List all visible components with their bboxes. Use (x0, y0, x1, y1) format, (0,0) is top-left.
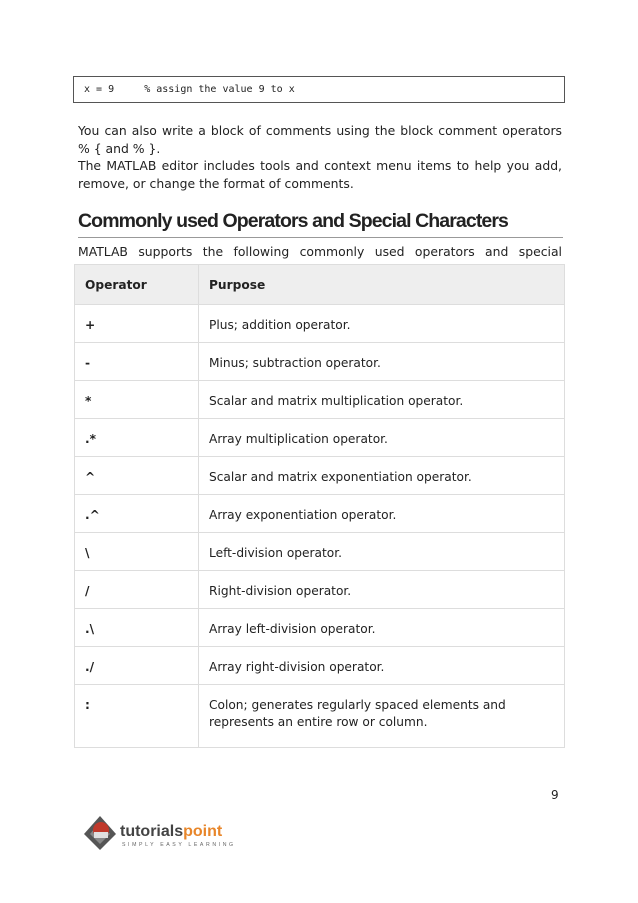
header-purpose: Purpose (199, 265, 565, 305)
table-row (75, 533, 565, 571)
purpose-cell: Plus; addition operator. (199, 305, 565, 343)
purpose-cell: Right-division operator. (199, 571, 565, 609)
purpose-cell: Array right-division operator. (199, 647, 565, 685)
operator-cell: : (75, 685, 199, 748)
table-row (75, 457, 565, 495)
operator-cell: ./ (75, 647, 199, 685)
page-number: 9 (551, 788, 559, 802)
table-row (75, 305, 565, 343)
purpose-cell: Scalar and matrix exponentiation operator. (199, 457, 565, 495)
logo-brand-prefix: tutorials (120, 823, 184, 840)
table-row (75, 647, 565, 685)
table-row (75, 609, 565, 647)
code-example-box (73, 76, 565, 103)
header-operator: Operator (75, 265, 199, 305)
operator-cell: .* (75, 419, 199, 457)
table-row (75, 571, 565, 609)
table-row (75, 495, 565, 533)
purpose-cell: Array multiplication operator. (199, 419, 565, 457)
paragraph-editor-tools: The MATLAB editor includes tools and context menu items to help you add, remove, or change the format of comments. (78, 158, 562, 191)
table-row (75, 685, 565, 748)
paragraph-block-comments: You can also write a block of comments using the block comment operators % { and % }. (78, 123, 562, 156)
purpose-cell: Minus; subtraction operator. (199, 343, 565, 381)
tutorialspoint-logo (80, 808, 240, 852)
svg-text:tutorialspoint (120, 823, 223, 840)
operator-cell: + (75, 305, 199, 343)
operator-cell: .\ (75, 609, 199, 647)
logo-brand-suffix: point (183, 823, 223, 840)
operator-cell: .^ (75, 495, 199, 533)
section-heading: Commonly used Operators and Special Characters (78, 210, 508, 232)
table-row (75, 381, 565, 419)
operator-cell: / (75, 571, 199, 609)
logo-tagline: SIMPLY EASY LEARNING (122, 842, 236, 848)
heading-underline (78, 237, 563, 238)
purpose-cell: Array exponentiation operator. (199, 495, 565, 533)
operator-cell: * (75, 381, 199, 419)
purpose-cell: Array left-division operator. (199, 609, 565, 647)
purpose-cell: Colon; generates regularly spaced elements and represents an entire row or column. (199, 685, 565, 748)
purpose-cell: Left-division operator. (199, 533, 565, 571)
operators-table (74, 264, 565, 748)
table-row (75, 343, 565, 381)
logo-badge-icon (84, 816, 116, 850)
operator-cell: \ (75, 533, 199, 571)
section-intro: MATLAB supports the following commonly used operators and special (78, 244, 562, 259)
operator-cell: - (75, 343, 199, 381)
table-header-row (75, 265, 565, 305)
code-example-text: x = 9 % assign the value 9 to x (84, 84, 295, 95)
operator-cell: ^ (75, 457, 199, 495)
purpose-cell: Scalar and matrix multiplication operator. (199, 381, 565, 419)
table-row (75, 419, 565, 457)
